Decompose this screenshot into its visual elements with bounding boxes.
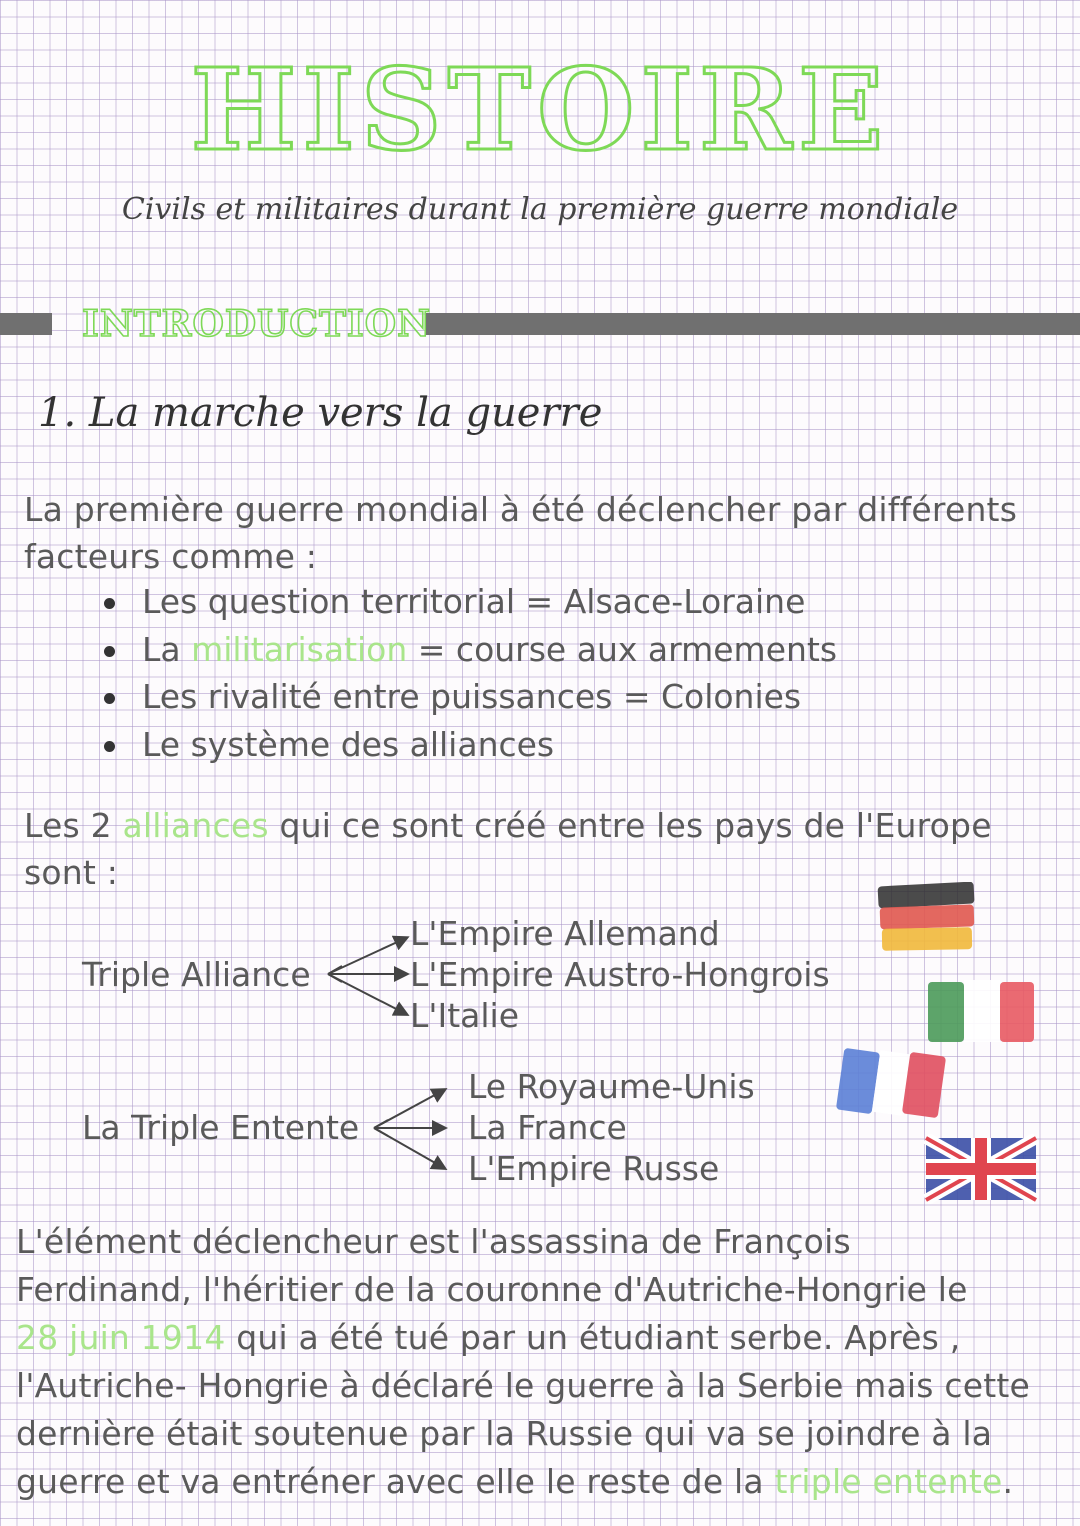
- triple-alliance-member-2: L'Empire Austro-Hongrois: [410, 955, 830, 994]
- intro-line-2: facteurs comme :: [24, 537, 318, 576]
- list-item: Les question territorial = Alsace-Loraine: [104, 578, 837, 626]
- intro-paragraph: [24, 486, 1064, 580]
- italy-flag: [922, 976, 1038, 1048]
- triple-entente-arrows: [372, 1082, 452, 1176]
- france-flag: [834, 1044, 950, 1128]
- trigger-paragraph: L'élément déclencheur est l'assassina de François Ferdinand, l'héritier de la couronne d'Autriche-Hongrie le 28 juin 1914 qui a été tué par un étudiant serbe. Après , l'Autriche- Hongrie à déclaré le guerre à la Serbie mais cette dernière était soutenue par la Russie qui va se joindre à la guerre et va entréner avec elle le reste de la triple entente.: [16, 1222, 1031, 1501]
- section-bar-left: [0, 313, 52, 335]
- intro-line-1: La première guerre mondial à été déclencher par différents: [24, 490, 1018, 529]
- triple-alliance-member-3: L'Italie: [410, 996, 519, 1035]
- triple-entente-label: La Triple Entente: [82, 1108, 360, 1147]
- section-bar-right: [426, 313, 1080, 335]
- uk-flag: [922, 1134, 1040, 1204]
- page-subtitle: Civils et militaires durant la première guerre mondiale: [121, 192, 959, 227]
- triple-entente-member-3: L'Empire Russe: [468, 1149, 720, 1188]
- date-highlight: 28 juin 1914: [16, 1318, 226, 1357]
- list-item: Le système des alliances: [104, 721, 837, 769]
- list-item: Les rivalité entre puissances = Colonies: [104, 673, 837, 721]
- section-title: INTRODUCTION: [82, 303, 431, 345]
- part-heading: 1. La marche vers la guerre: [38, 390, 603, 436]
- triple-alliance-label: Triple Alliance: [82, 955, 311, 994]
- factors-list: [104, 578, 837, 768]
- triple-alliance-arrows: [326, 930, 416, 1020]
- alliances-paragraph: Les 2 alliances qui ce sont créé entre les pays de l'Europe sont :: [24, 806, 992, 892]
- list-item: La militarisation = course aux armements: [104, 626, 837, 674]
- triple-entente-member-2: La France: [468, 1108, 627, 1147]
- triple-alliance-member-1: L'Empire Allemand: [410, 914, 720, 953]
- triple-entente-member-1: Le Royaume-Unis: [468, 1067, 755, 1106]
- page-title: HISTOIRE: [190, 45, 890, 176]
- germany-flag: [876, 882, 978, 956]
